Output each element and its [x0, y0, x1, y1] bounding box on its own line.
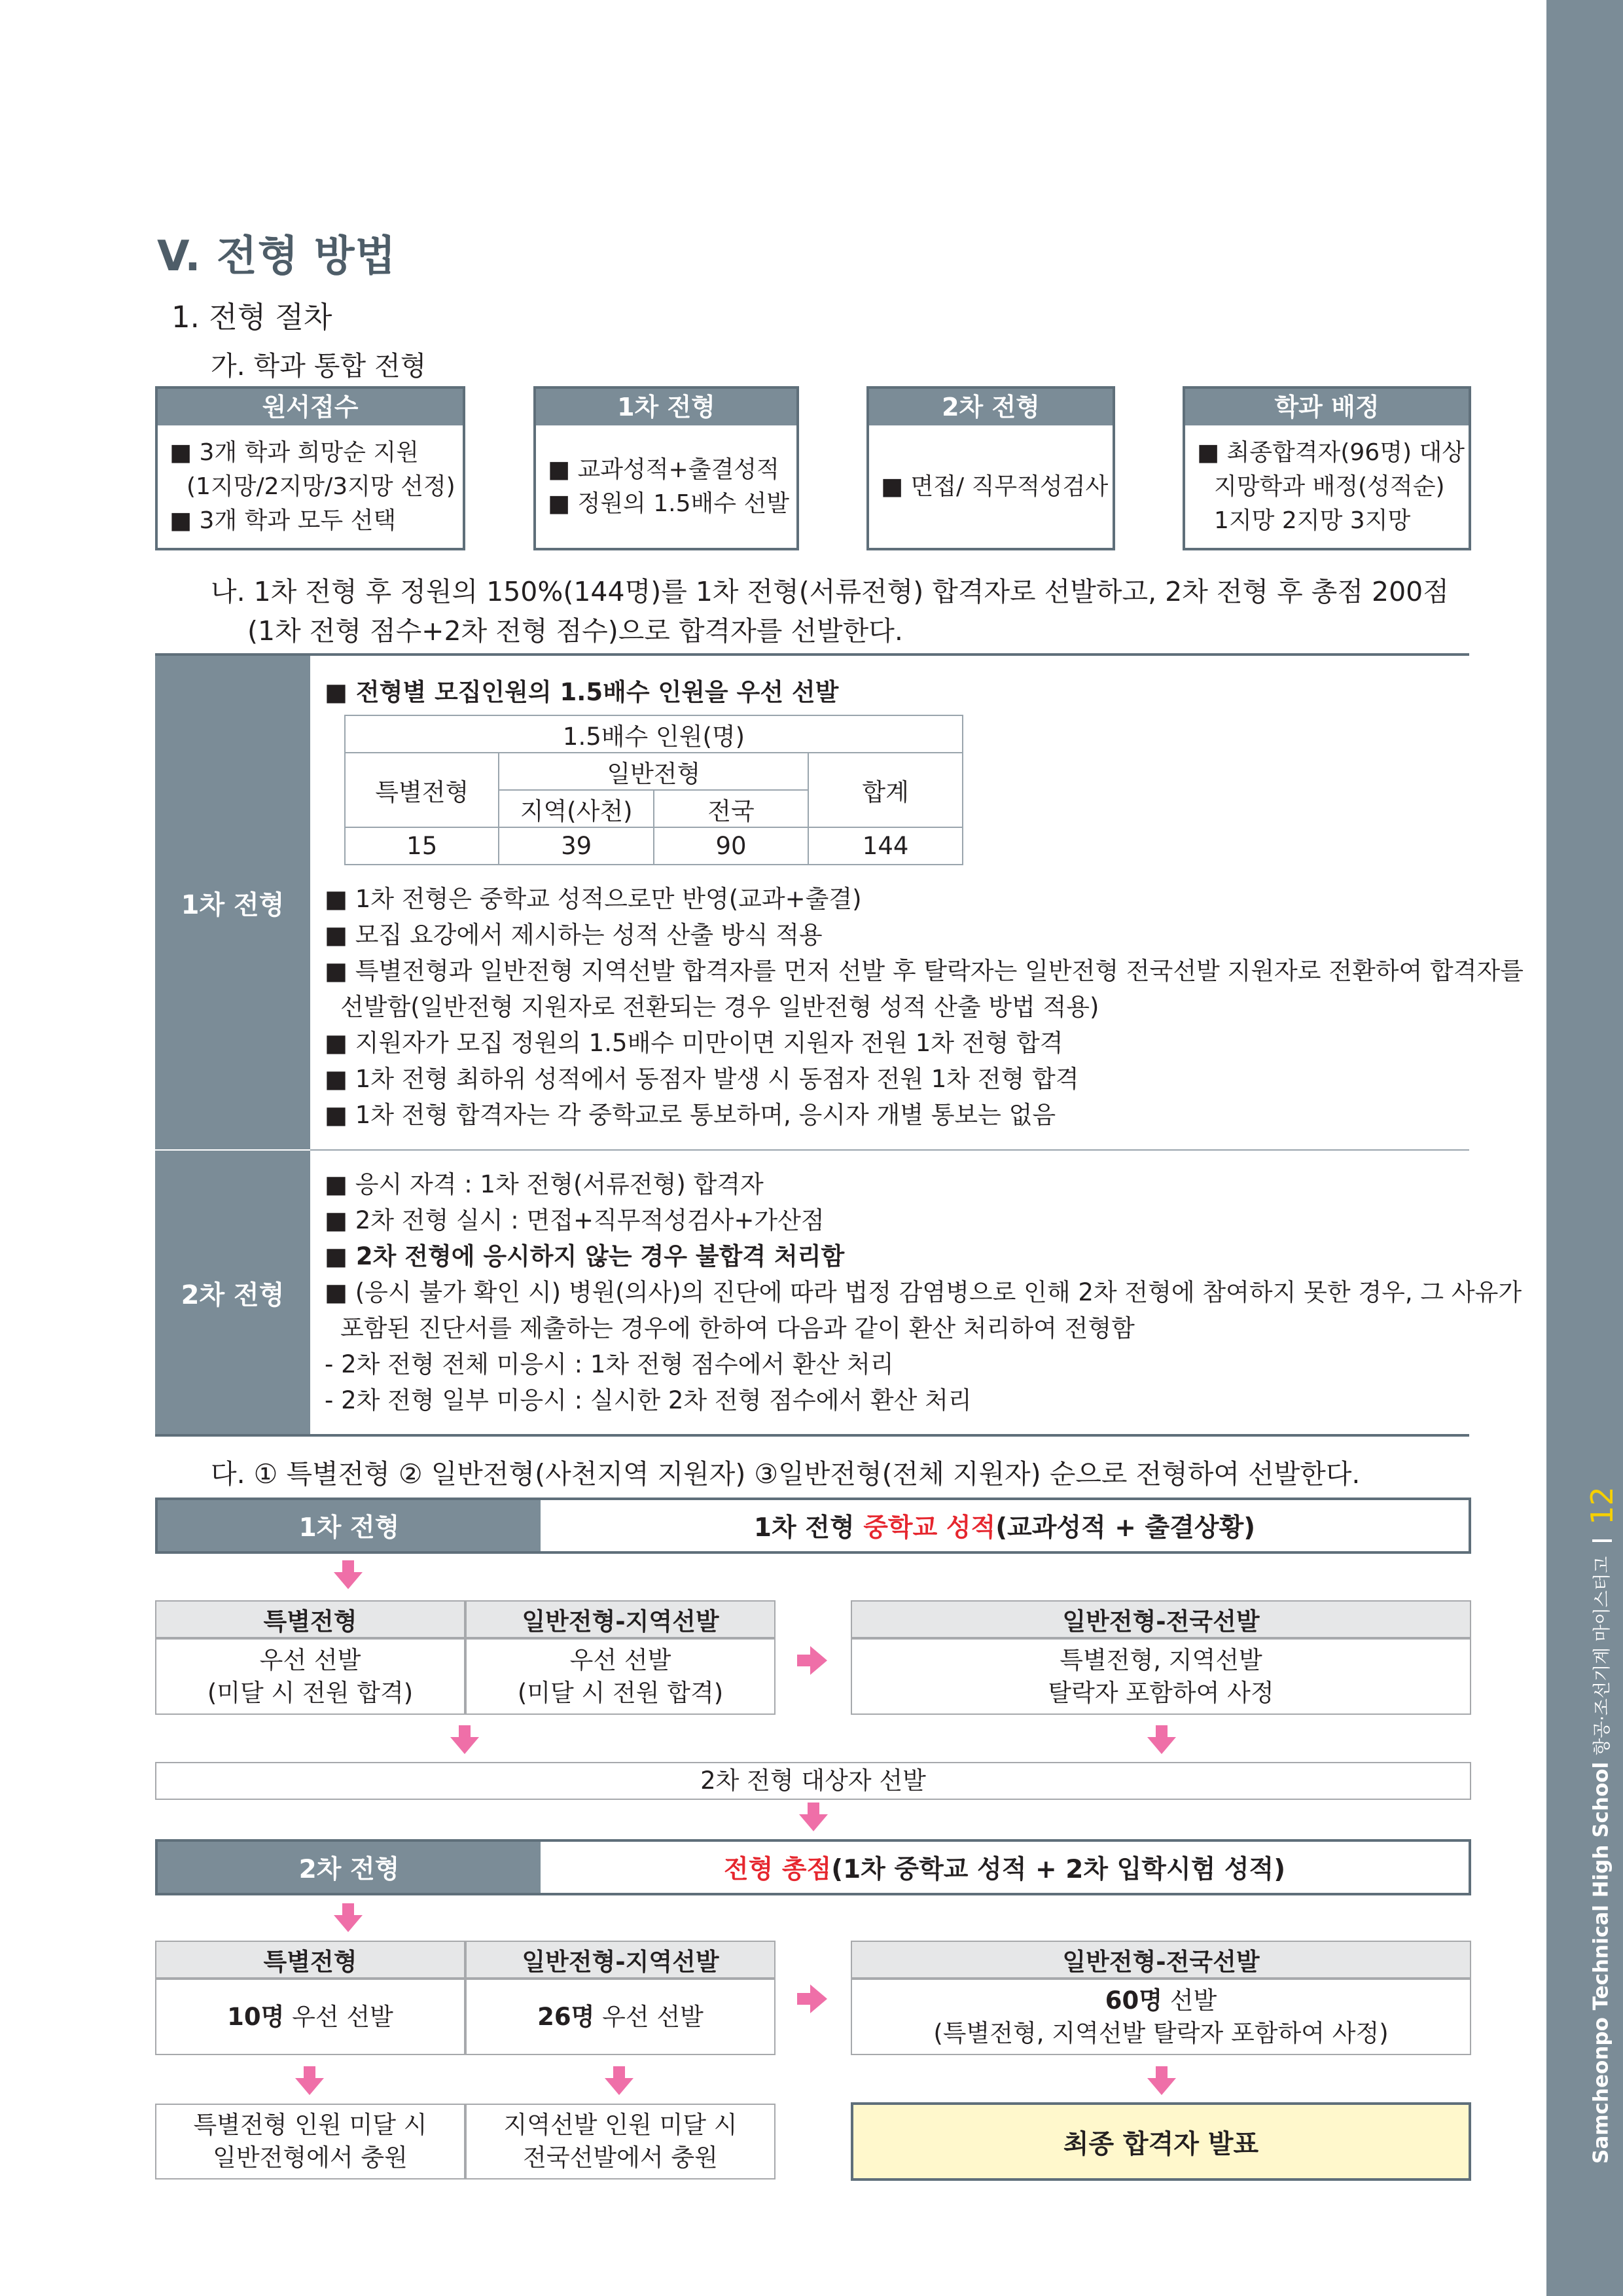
stage2-label: 2차 전형 — [155, 1151, 310, 1435]
flow-bar-stage2 — [155, 1839, 1471, 1895]
school-name: Samcheonpo Technical High School — [1589, 1761, 1613, 2164]
divider — [1592, 1539, 1612, 1542]
arrow-down-icon — [605, 2066, 633, 2095]
stage2-bullet: - 2차 전형 전체 미응시 : 1차 전형 점수에서 환산 처리 — [325, 1350, 894, 1378]
flow-head-national: 일반전형-전국선발 — [851, 1941, 1471, 1979]
process-box-title: 학과 배정 — [1185, 389, 1469, 425]
sidebar-text — [1584, 1486, 1620, 2164]
flow-head-special: 특별전형 — [155, 1600, 465, 1638]
flow-body-text: 선발 — [1162, 1986, 1217, 2015]
quota-value: 144 — [808, 827, 963, 865]
section-heading: 1. 전형 절차 — [171, 300, 332, 334]
flow-mid-box: 2차 전형 대상자 선발 — [155, 1762, 1471, 1800]
arrow-down-icon — [1147, 1725, 1176, 1754]
school-subtitle: 항공·조선기계 마이스터고 — [1592, 1556, 1613, 1755]
flow-body-line: 우선 선발 — [259, 1645, 361, 1674]
process-line: ■ 3개 학과 모두 선택 — [169, 507, 397, 534]
quota-value: 90 — [654, 827, 808, 865]
paragraph-c: 다. ① 특별전형 ② 일반전형(사천지역 지원자) ③일반전형(전체 지원자) 순으로 전형하여 선발한다. — [211, 1458, 1361, 1490]
stage2-bullet: - 2차 전형 일부 미응시 : 실시한 2차 전형 점수에서 환산 처리 — [325, 1386, 972, 1414]
flow-body-text: 우선 선발 — [284, 2002, 393, 2031]
quota-count: 10명 — [227, 2002, 285, 2031]
process-line: ■ 교과성적+출결성적 — [548, 456, 779, 483]
process-box-title: 원서접수 — [158, 389, 463, 425]
stage2-bullet: ■ 2차 전형에 응시하지 않는 경우 불합격 처리함 — [325, 1242, 845, 1270]
page-number: 12 — [1584, 1486, 1620, 1525]
stage1-bullet: ■ 1차 전형 최하위 성적에서 동점자 발생 시 동점자 전원 1차 전형 합격 — [325, 1065, 1079, 1093]
process-line: 지망학과 배정(성적순) — [1214, 473, 1445, 500]
quota-count: 26명 — [537, 2002, 595, 2031]
flow-body-regional — [465, 1979, 776, 2055]
flow-body-line — [537, 2001, 704, 2034]
flow-body-line: (미달 시 전원 합격) — [517, 1678, 724, 1707]
flow-bar-text-post: (1차 중학교 성적 + 2차 입학시험 성적) — [831, 1855, 1286, 1884]
quota-value: 15 — [345, 827, 499, 865]
flow-head-regional: 일반전형-지역선발 — [465, 1600, 776, 1638]
flow-body-text: 우선 선발 — [594, 2002, 704, 2031]
flow-bar-label: 2차 전형 — [158, 1842, 541, 1893]
arrow-down-icon — [1147, 2066, 1176, 2095]
process-box-title: 2차 전형 — [869, 389, 1113, 425]
flow-body-line — [1105, 1984, 1217, 2017]
flow-body-line: 특별전형, 지역선발 — [1060, 1645, 1262, 1674]
process-line: ■ 최종합격자(96명) 대상 — [1197, 439, 1465, 466]
flow-body-line: 지역선발 인원 미달 시 — [503, 2111, 738, 2139]
subsection-heading: 가. 학과 통합 전형 — [211, 350, 427, 382]
process-line: ■ 정원의 1.5배수 선발 — [548, 490, 790, 517]
arrow-right-icon — [797, 1646, 827, 1675]
quota-national-header: 전국 — [654, 790, 808, 827]
flow-body-line: 탈락자 포함하여 사정 — [1048, 1678, 1274, 1707]
stage1-label: 1차 전형 — [155, 656, 310, 1149]
quota-general-header: 일반전형 — [499, 753, 808, 790]
stage1-bullet: ■ 지원자가 모집 정원의 1.5배수 미만이면 지원자 전원 1차 전형 합격 — [325, 1029, 1063, 1057]
stage2-bullet: ■ (응시 불가 확인 시) 병원(의사)의 진단에 따라 법정 감염병으로 인해 2차 전형에 참여하지 못한 경우, 그 사유가 — [325, 1278, 1522, 1306]
quota-region-header: 지역(사천) — [499, 790, 653, 827]
stage1-heading: ■ 전형별 모집인원의 1.5배수 인원을 우선 선발 — [325, 678, 839, 706]
stage1-bullet: 선발함(일반전형 지원자로 전환되는 경우 일반전형 성적 산출 방법 적용) — [340, 993, 1099, 1021]
flow-body-national — [851, 1979, 1471, 2055]
sidebar — [1546, 0, 1623, 2296]
paragraph-b-line1: 나. 1차 전형 후 정원의 150%(144명)를 1차 전형(서류전형) 합격자로 선발하고, 2차 전형 후 총점 200점 — [211, 576, 1449, 607]
process-line: (1지망/2지망/3지망 선정) — [187, 473, 455, 500]
process-line: 1지망 2지망 3지망 — [1214, 507, 1411, 534]
flow-body-national — [851, 1638, 1471, 1715]
flow-body-line: 일반전형에서 충원 — [213, 2144, 408, 2172]
flow-head-special: 특별전형 — [155, 1941, 465, 1979]
flow-bar-highlight: 중학교 성적 — [863, 1513, 996, 1543]
flow-head-national: 일반전형-전국선발 — [851, 1600, 1471, 1638]
flow-head-regional: 일반전형-지역선발 — [465, 1941, 776, 1979]
arrow-right-icon — [797, 1984, 827, 2013]
flow-body-line: (특별전형, 지역선발 탈락자 포함하여 사정) — [933, 2018, 1389, 2047]
flow-bar-text — [541, 1842, 1469, 1893]
arrow-down-icon — [799, 1803, 828, 1831]
quota-value: 39 — [499, 827, 653, 865]
page-title: V. 전형 방법 — [157, 232, 397, 281]
flow-body-line: 우선 선발 — [569, 1645, 671, 1674]
quota-count: 60명 — [1105, 1986, 1162, 2015]
flow-bar-text-pre: 1차 전형 — [753, 1513, 855, 1543]
stage1-bullet: ■ 모집 요강에서 제시하는 성적 산출 방식 적용 — [325, 921, 823, 949]
stage2-bullet: ■ 응시 자격 : 1차 전형(서류전형) 합격자 — [325, 1170, 764, 1198]
final-announcement-box: 최종 합격자 발표 — [851, 2102, 1471, 2181]
quota-special-header: 특별전형 — [345, 753, 499, 827]
arrow-down-icon — [334, 1560, 363, 1589]
flow-body-line: 전국선발에서 충원 — [523, 2144, 718, 2172]
flow-bottom-regional — [465, 2104, 776, 2179]
arrow-down-icon — [450, 1725, 479, 1754]
flow-bar-highlight: 전형 총점 — [723, 1855, 832, 1884]
process-line: ■ 면접/ 직무적성검사 — [881, 473, 1109, 500]
arrow-down-icon — [295, 2066, 324, 2095]
flow-body-special — [155, 1638, 465, 1715]
stage2-bullet: 포함된 진단서를 제출하는 경우에 한하여 다음과 같이 환산 처리하여 전형함 — [340, 1314, 1135, 1342]
flow-body-special — [155, 1979, 465, 2055]
quota-top-header: 1.5배수 인원(명) — [345, 715, 963, 753]
flow-bottom-special — [155, 2104, 465, 2179]
flow-body-line: 특별전형 인원 미달 시 — [193, 2111, 427, 2139]
stage1-bullet: ■ 1차 전형 합격자는 각 중학교로 통보하며, 응시자 개별 통보는 없음 — [325, 1101, 1056, 1129]
flow-bar-label: 1차 전형 — [158, 1500, 541, 1551]
process-box-title: 1차 전형 — [536, 389, 796, 425]
process-line: ■ 3개 학과 희망순 지원 — [169, 439, 419, 466]
stage1-bullet: ■ 특별전형과 일반전형 지역선발 합격자를 먼저 선발 후 탈락자는 일반전형 전국선발 지원자로 전환하여 합격자를 — [325, 957, 1524, 985]
paragraph-b-line2: (1차 전형 점수+2차 전형 점수)으로 합격자를 선발한다. — [247, 615, 903, 647]
stage2-bullet: ■ 2차 전형 실시 : 면접+직무적성검사+가산점 — [325, 1206, 825, 1234]
flow-body-line: (미달 시 전원 합격) — [207, 1678, 414, 1707]
flow-body-line — [227, 2001, 393, 2034]
flow-bar-text-post: (교과성적 + 출결상황) — [995, 1513, 1256, 1543]
flow-body-regional — [465, 1638, 776, 1715]
stage1-bullet: ■ 1차 전형은 중학교 성적으로만 반영(교과+출결) — [325, 885, 862, 913]
arrow-down-icon — [334, 1903, 363, 1932]
quota-total-header: 합계 — [808, 753, 963, 827]
